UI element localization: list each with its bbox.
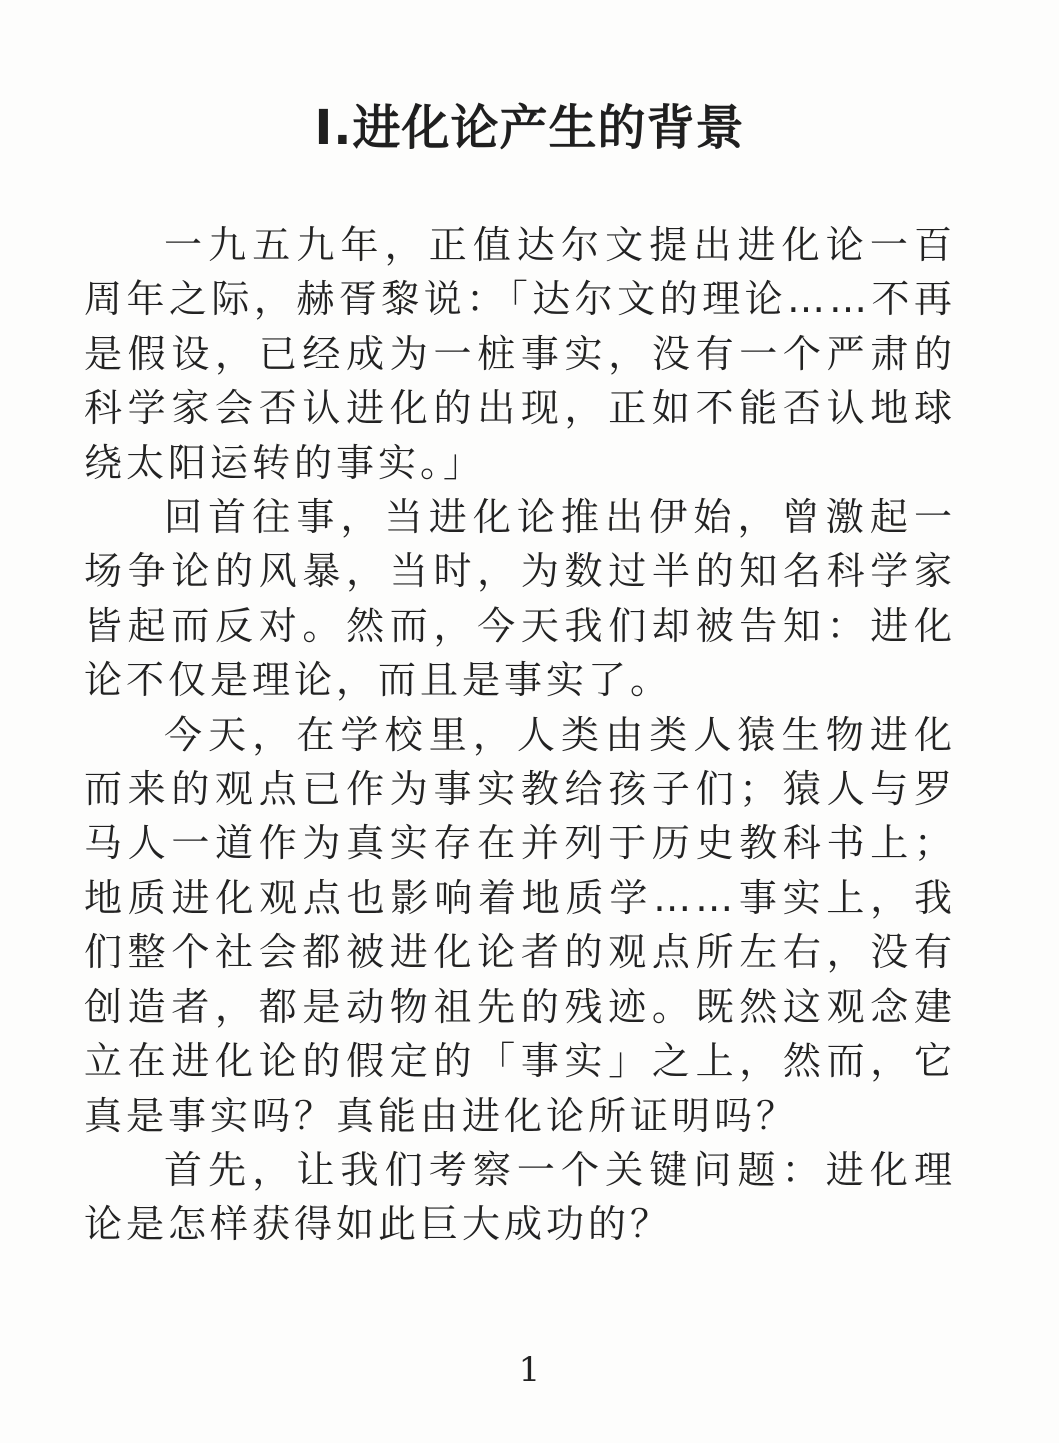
- chapter-title: Ⅰ.进化论产生的背景: [314, 100, 745, 156]
- paragraph-4: 首先，让我们考察一个关键问题：进化理论是怎样获得如此巨大成功的？: [84, 1147, 956, 1247]
- paragraph-1: 一九五九年，正值达尔文提出进化论一百周年之际，赫胥黎说：「达尔文的理论……不再是假设，已经成为一桩事实，没有一个严肃的科学家会否认进化的出现，正如不能否认地球绕太阳运转的事实。」: [84, 223, 956, 485]
- body-text: [84, 218, 956, 1252]
- paragraph-3: 今天，在学校里，人类由类人猿生物进化而来的观点已作为事实教给孩子们；猿人与罗马人一道作为真实存在并列于历史教科书上；地质进化观点也影响着地质学……事实上，我们整个社会都被进化论者的观点所左右，没有创造者，都是动物祖先的残迹。既然这观念建立在进化论的假定的「事实」之上，然而，它真是事实吗？真能由进化论所证明吗？: [84, 712, 956, 1138]
- page-number: 1: [518, 1350, 541, 1390]
- paragraph-2: 回首往事，当进化论推出伊始，曾激起一场争论的风暴，当时，为数过半的知名科学家皆起而反对。然而，今天我们却被告知：进化论不仅是理论，而且是事实了。: [84, 495, 956, 703]
